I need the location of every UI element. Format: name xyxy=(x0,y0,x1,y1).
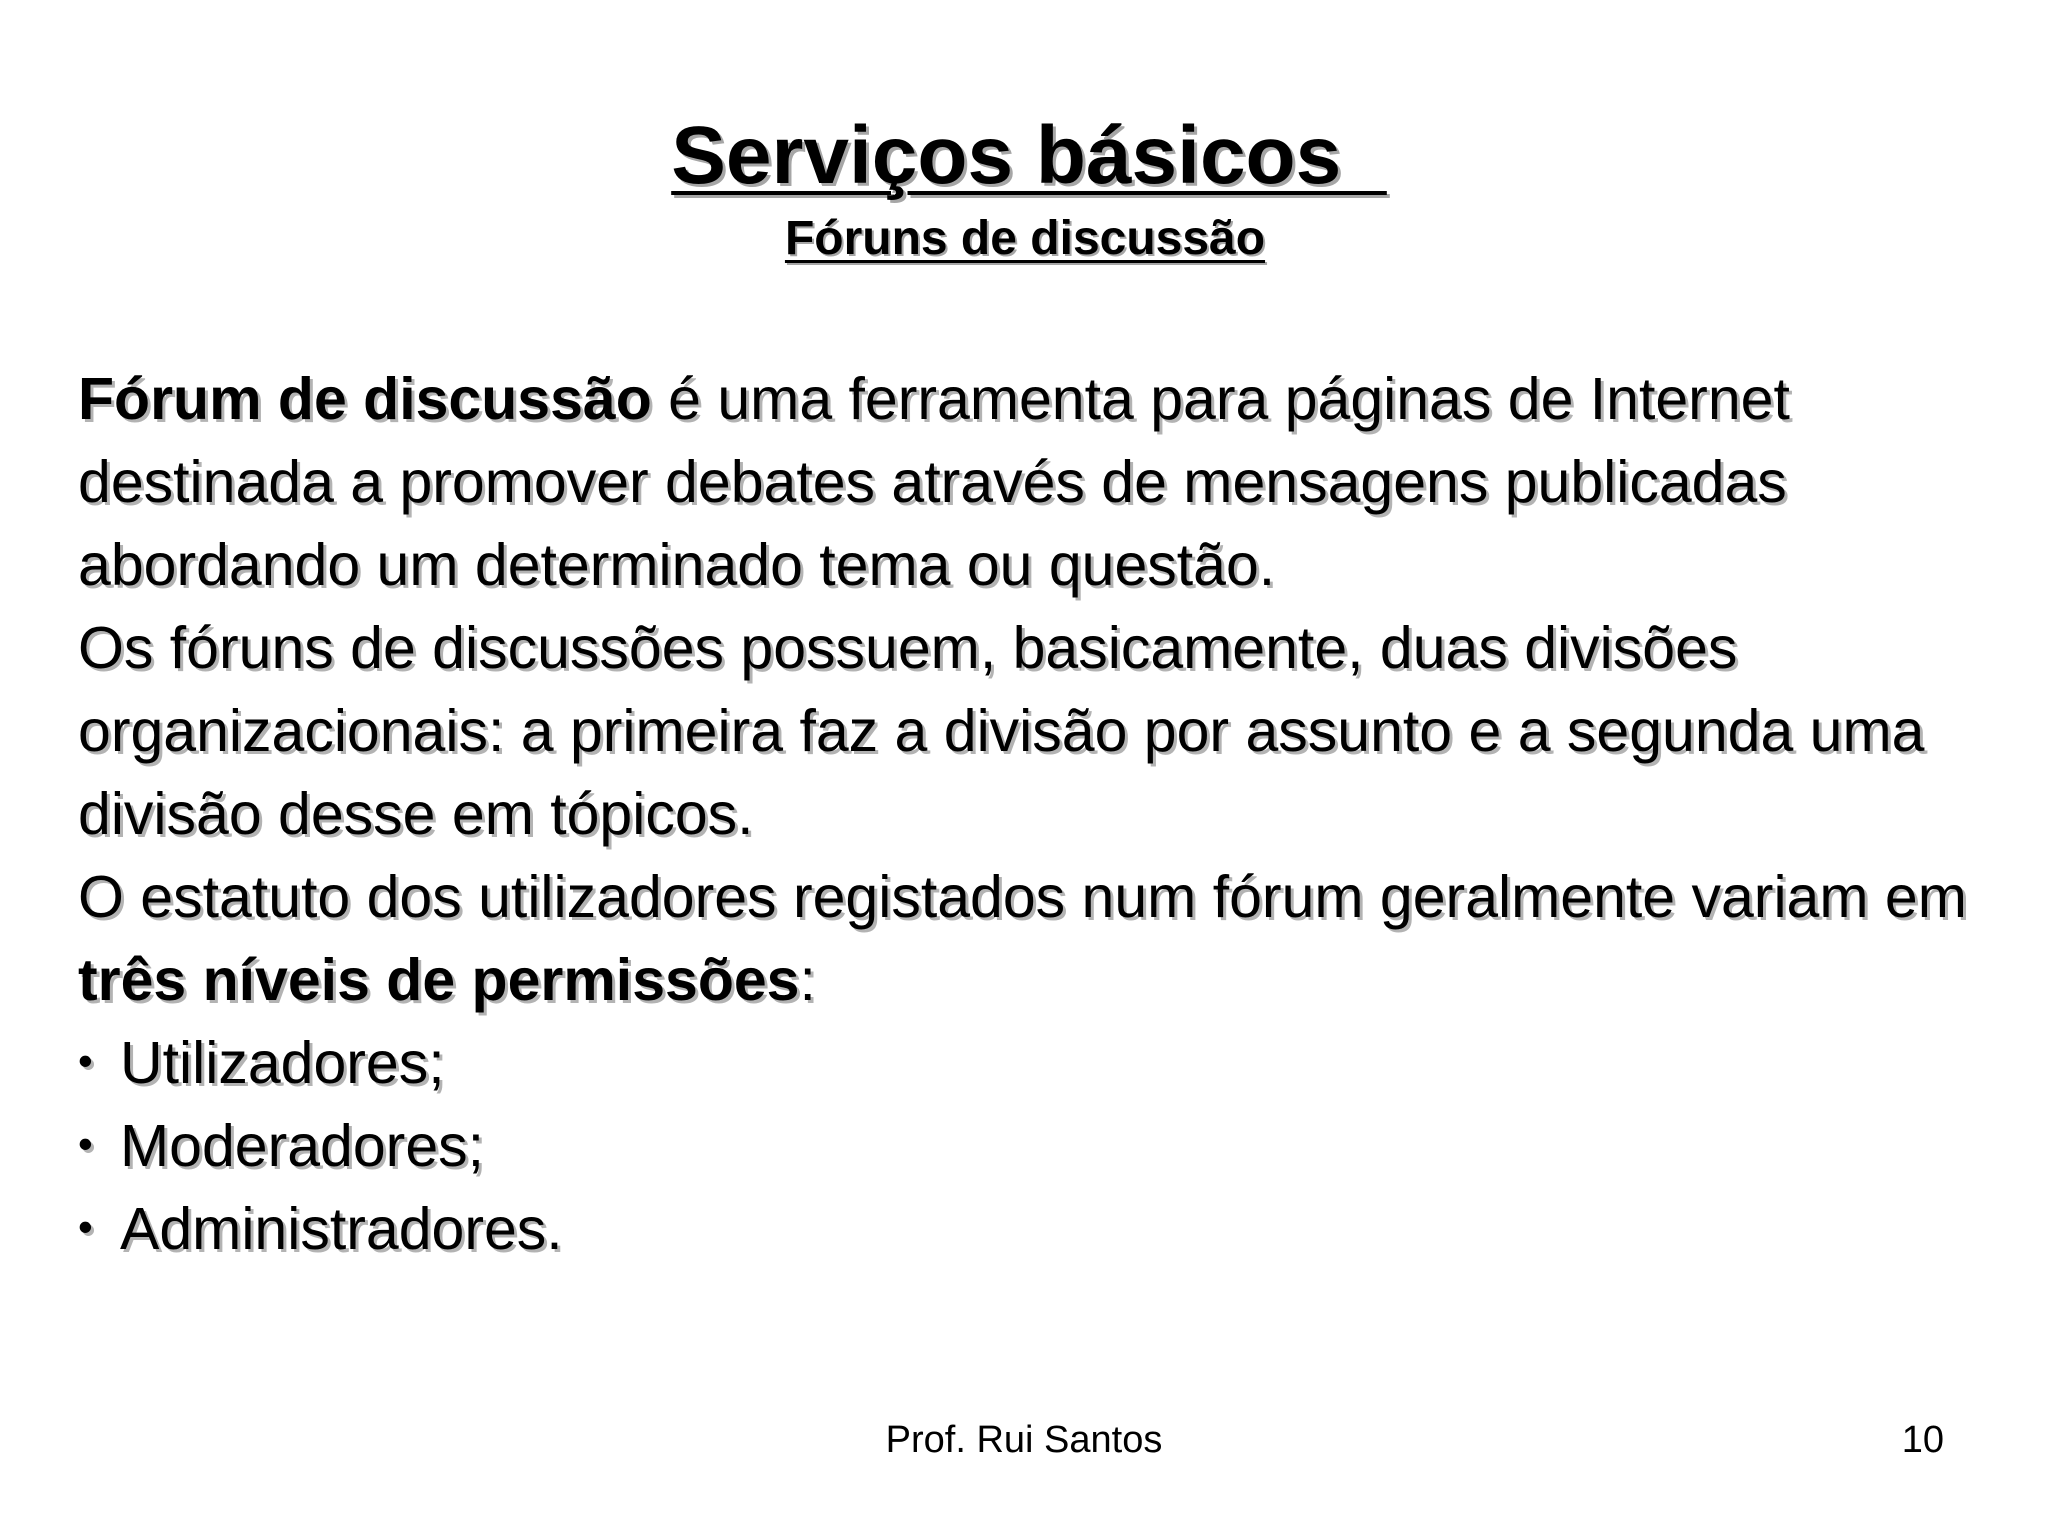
list-item-label: Administradores. xyxy=(120,1196,563,1262)
permissions-text-end: : xyxy=(799,947,816,1013)
slide-title: Serviços básicos xyxy=(671,110,1387,201)
paragraph-definition xyxy=(78,358,1998,607)
list-item xyxy=(78,1105,1998,1188)
page-number: 10 xyxy=(1901,1419,1944,1461)
definition-text: é uma ferramenta para páginas de Internet destinada a promover debates através de mensagens publicadas abordando um determinado tema ou questão. xyxy=(78,366,1790,598)
paragraph-permissions xyxy=(78,856,1998,1022)
title-block xyxy=(0,108,2048,268)
bullet-icon: • xyxy=(78,1203,93,1250)
permissions-text-start: O estatuto dos utilizadores registados num fórum geralmente variam em xyxy=(78,864,1967,930)
list-item-label: Moderadores; xyxy=(120,1113,485,1179)
list-item-label: Utilizadores; xyxy=(120,1030,445,1096)
list-item xyxy=(78,1188,1998,1271)
footer-author: Prof. Rui Santos xyxy=(885,1419,1163,1461)
bullet-icon: • xyxy=(78,1120,93,1167)
paragraph-divisions: Os fóruns de discussões possuem, basicamente, duas divisões organizacionais: a primeira faz a divisão por assunto e a segunda uma divisão desse em tópicos. xyxy=(78,615,1925,847)
list-item xyxy=(78,1022,1998,1105)
permission-levels-list xyxy=(78,1022,1998,1271)
slide-subtitle: Fóruns de discussão xyxy=(784,212,1266,265)
bullet-icon: • xyxy=(78,1037,93,1084)
slide-body xyxy=(78,358,1998,1271)
permissions-levels: três níveis de permissões xyxy=(78,947,800,1013)
definition-term: Fórum de discussão xyxy=(78,366,652,432)
